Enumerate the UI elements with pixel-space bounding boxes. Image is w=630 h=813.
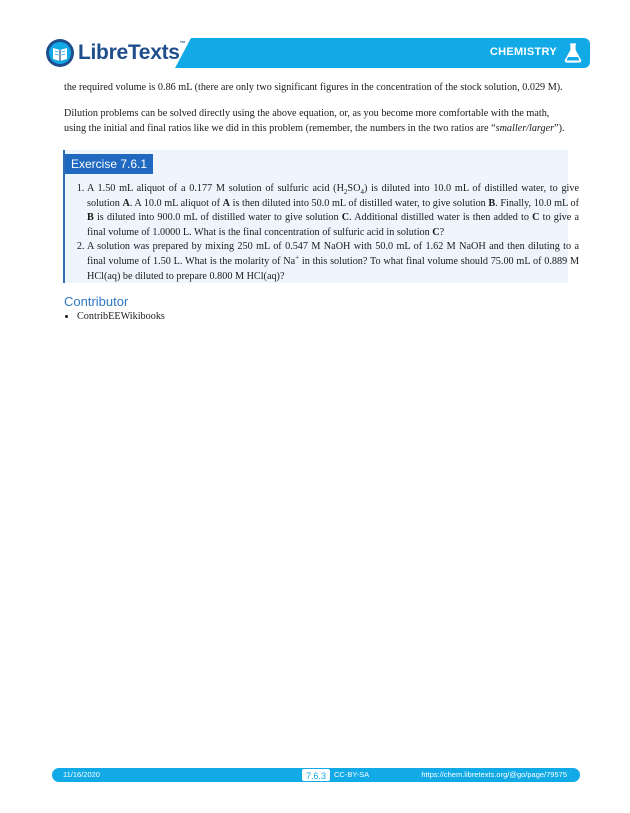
libretexts-logo[interactable] bbox=[45, 36, 185, 70]
exercise-question-2: 2. A solution was prepared by mixing 250 mL of 0.547 M NaOH with 50.0 mL of 1.62 M NaOH and then diluting to a final volume of 1.50 L. What is the molarity of Na+ in this solution? To what final volume should 75.00 mL of 0.889 M HCl(aq) be diluted to prepare 0.800 M HCl(aq)? bbox=[87, 240, 579, 284]
subject-label[interactable]: CHEMISTRY bbox=[489, 46, 557, 58]
license-label[interactable]: CC-BY-SA bbox=[334, 770, 370, 779]
footer-date: 11/16/2020 bbox=[63, 770, 100, 779]
libretexts-book-icon bbox=[45, 38, 75, 68]
contributor-item[interactable]: • ContribEEWikibooks bbox=[77, 309, 165, 324]
paragraph-required-volume: the required volume is 0.86 mL (there are only two significant figures in the concentration of the stock solution, 0.029 M). bbox=[64, 82, 563, 93]
page-url-link[interactable]: https://chem.libretexts.org/@go/page/79575 bbox=[421, 770, 567, 779]
page-footer bbox=[52, 768, 580, 782]
paragraph-dilution-problems: Dilution problems can be solved directly using the above equation, or, as you become more comfortable with the math, using the initial and final ratios like we did in this problem (remember, the numbers in the two ratios are “smaller/larger”). bbox=[64, 108, 565, 134]
exercise-title: Exercise 7.6.1 bbox=[65, 154, 153, 174]
flask-icon bbox=[564, 43, 582, 63]
page-header bbox=[45, 36, 590, 70]
emphasis-smaller-larger: smaller/larger bbox=[495, 123, 555, 134]
page-number-badge: 7.6.3 bbox=[301, 768, 331, 782]
exercise-question-list bbox=[65, 182, 579, 284]
exercise-question-1: 1. A 1.50 mL aliquot of a 0.177 M solution of sulfuric acid $(H_2SO_4)$ is diluted into 10.0 mL of distilled water, to give solution A. A 10.0 mL aliquot of A is then diluted into 50.0 mL of distilled water, to give solution B. Finally, 10.0 mL of B is diluted into 900.0 mL of distilled water to give solution C. Additional distilled water is then added to C to give a final volume of 1.0000 L. What is the final concentration of sulfuric acid in solution C? bbox=[87, 182, 579, 240]
exercise-box bbox=[63, 150, 579, 283]
contributor-list bbox=[64, 309, 165, 324]
contributor-heading: Contributor bbox=[64, 294, 129, 309]
logo-text: LibreTexts™ bbox=[78, 41, 186, 64]
